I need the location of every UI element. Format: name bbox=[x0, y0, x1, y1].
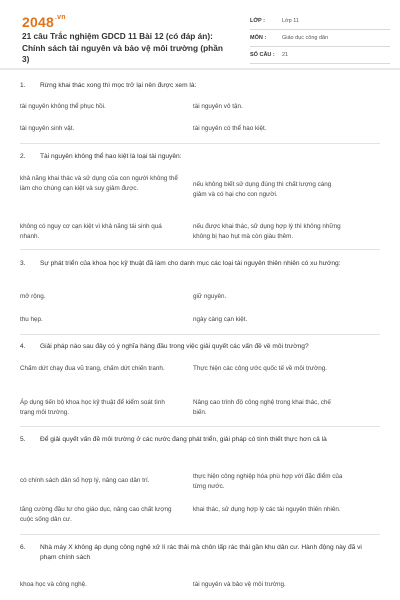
option-3c[interactable]: thu hẹp. bbox=[20, 316, 43, 323]
question-3 bbox=[20, 259, 380, 269]
question-text: Giải pháp nào sau đây có ý nghĩa hàng đầu trong việc giải quyết các vấn đề về môi trường? bbox=[40, 343, 309, 350]
option-6a[interactable]: khoa học và công nghệ. bbox=[20, 581, 87, 588]
option-4c[interactable]: Áp dụng tiến bộ khoa học kỹ thuật để kiểm soát tình trạng môi trường. bbox=[20, 399, 165, 416]
question-stem bbox=[20, 342, 380, 352]
question-4 bbox=[20, 342, 380, 352]
option-4d[interactable]: Nâng cao trình độ công nghệ trong khai thác, chế biến. bbox=[193, 399, 331, 416]
question-text: Để giải quyết vấn đề môi trường ở các nước đang phát triển, giải pháp có tính thiết thực hơn cả là bbox=[40, 436, 327, 443]
option-2d[interactable]: nếu được khai thác, sử dụng hợp lý thì không những không bị hao hụt mà còn giàu thêm. bbox=[193, 223, 341, 240]
option-2b[interactable]: nếu không biết sử dụng đúng thì chất lượng càng giảm và có hại cho con người. bbox=[193, 181, 332, 198]
meta-key: SỐ CÂU : bbox=[250, 52, 275, 58]
option-2c[interactable]: không có nguy cơ cạn kiệt vì khả năng tái sinh quá nhanh. bbox=[20, 223, 162, 240]
option-1a[interactable]: tài nguyên không thể phục hồi. bbox=[20, 103, 106, 110]
question-text: Nhà máy X không áp dụng công nghệ xử lí rác thải mà chôn lấp rác thải gần khu dân cư. Hành động này đã vi phạm chính sách bbox=[40, 544, 362, 561]
question-6 bbox=[20, 543, 380, 562]
option-4b[interactable]: Thực hiện các công ước quốc tế về môi trường. bbox=[193, 365, 327, 372]
question-stem bbox=[20, 259, 380, 269]
option-1c[interactable]: tài nguyên sinh vật. bbox=[20, 125, 75, 132]
option-5b[interactable]: thực hiện công nghiệp hóa phù hợp với đặc điểm của từng nước. bbox=[193, 473, 343, 490]
option-3b[interactable]: giữ nguyên. bbox=[193, 293, 227, 300]
option-2a[interactable]: khả năng khai thác và sử dụng của con người không thể làm cho chúng cạn kiệt và suy giảm được. bbox=[20, 175, 178, 192]
meta-key: MÔN : bbox=[250, 35, 267, 41]
question-text: Tài nguyên không thể hao kiệt là loại tài nguyên: bbox=[40, 153, 182, 160]
option-6b[interactable]: tài nguyên và bảo vệ môi trường. bbox=[193, 581, 286, 588]
question-divider bbox=[20, 334, 380, 335]
question-2 bbox=[20, 152, 380, 162]
site-logo[interactable] bbox=[22, 14, 66, 30]
question-number: 3. bbox=[20, 260, 26, 267]
option-5a[interactable]: có chính sách dân số hợp lý, nâng cao dân trí. bbox=[20, 477, 150, 484]
question-divider bbox=[20, 143, 380, 144]
question-number: 5. bbox=[20, 436, 26, 443]
question-stem bbox=[20, 152, 380, 162]
option-3a[interactable]: mở rộng. bbox=[20, 293, 46, 300]
page-title: 21 câu Trắc nghiệm GDCD 11 Bài 12 (có đáp án): Chính sách tài nguyên và bảo vệ môi trường (phần 3) bbox=[22, 31, 223, 64]
option-5c[interactable]: tăng cường đầu tư cho giáo dục, nâng cao chất lượng cuộc sống dân cư. bbox=[20, 506, 172, 523]
meta-value: Lớp 11 bbox=[282, 18, 299, 24]
question-number: 6. bbox=[20, 544, 26, 551]
question-5 bbox=[20, 435, 380, 445]
option-1d[interactable]: tài nguyên có thể hao kiệt. bbox=[193, 125, 267, 132]
meta-info bbox=[250, 13, 390, 64]
question-divider bbox=[20, 534, 380, 535]
question-stem bbox=[20, 81, 380, 91]
header-divider bbox=[0, 68, 400, 70]
meta-row-subject bbox=[250, 30, 390, 47]
question-text: Rừng khai thác xong thì mọc trở lại nên được xem là: bbox=[40, 82, 197, 89]
question-divider bbox=[20, 426, 380, 427]
header bbox=[0, 0, 400, 70]
question-number: 2. bbox=[20, 153, 26, 160]
logo-main: 2048 bbox=[22, 14, 54, 30]
meta-value: 21 bbox=[282, 52, 289, 58]
meta-value: Giáo dục công dân bbox=[282, 35, 329, 41]
question-number: 4. bbox=[20, 343, 26, 350]
question-1 bbox=[20, 81, 380, 91]
question-stem bbox=[20, 543, 380, 562]
option-3d[interactable]: ngày càng cạn kiệt. bbox=[193, 316, 248, 323]
meta-row-class bbox=[250, 13, 390, 30]
option-5d[interactable]: khai thác, sử dụng hợp lý các tài nguyên thiên nhiên. bbox=[193, 506, 341, 513]
question-text: Sự phát triển của khoa học kỹ thuật đã làm cho danh mục các loại tài nguyên thiên nhiên có xu hướng: bbox=[40, 260, 341, 267]
question-number: 1. bbox=[20, 82, 26, 89]
option-1b[interactable]: tài nguyên vô tận. bbox=[193, 103, 243, 110]
logo-suffix: .vn bbox=[54, 14, 66, 21]
question-divider bbox=[20, 249, 380, 250]
meta-row-count bbox=[250, 47, 390, 64]
question-stem bbox=[20, 435, 380, 445]
meta-key: LỚP : bbox=[250, 18, 265, 24]
option-4a[interactable]: Chấm dứt chạy đua vũ trang, chấm dứt chiến tranh. bbox=[20, 365, 165, 372]
